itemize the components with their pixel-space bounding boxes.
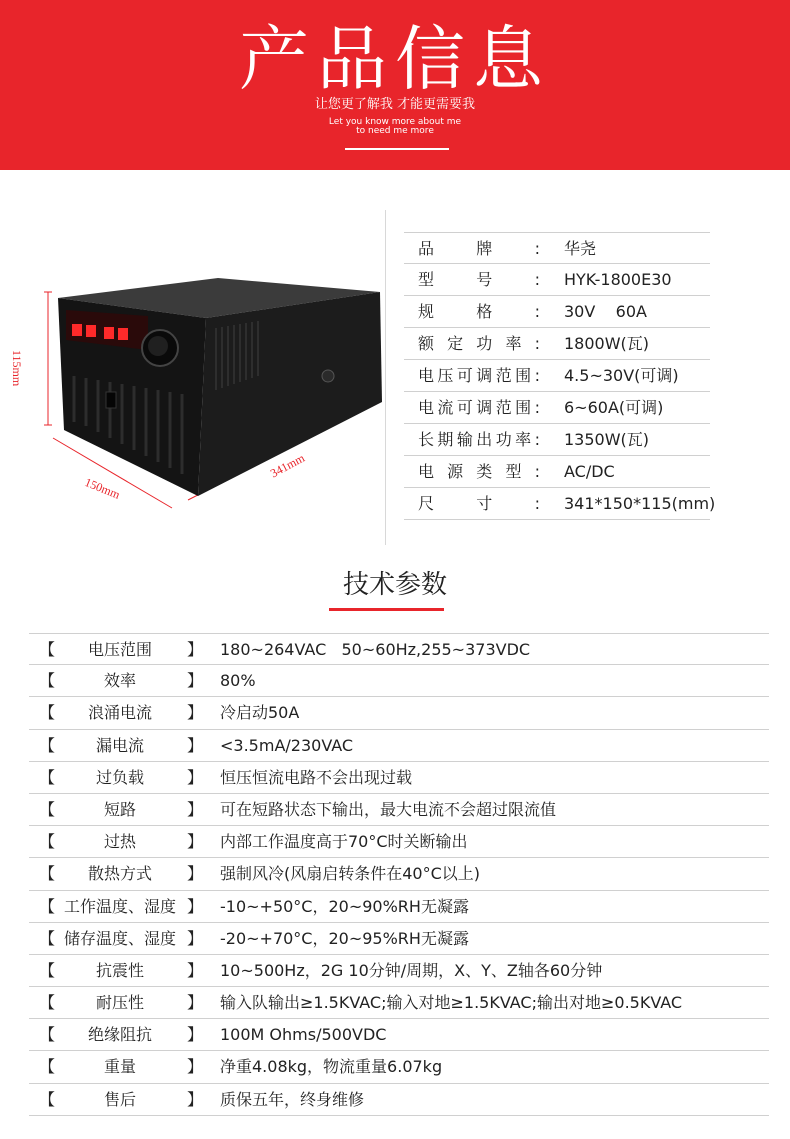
spec-label: 工作温度、湿度 [63, 896, 176, 916]
spec-value: -20~+70°C，20~95%RH无凝露 [220, 928, 469, 948]
bracket-left: 【 [39, 671, 56, 691]
bracket-right: 】 [187, 735, 204, 755]
info-row [404, 392, 710, 424]
spec-value: 强制风冷(风扇启转条件在40°C以上) [220, 864, 481, 884]
banner-title: 产品信息 [239, 18, 551, 100]
bracket-right: 】 [187, 864, 204, 884]
bracket-left: 【 [39, 1057, 56, 1077]
info-value: 6~60A(可调) [564, 398, 664, 417]
bracket-left: 【 [39, 1089, 56, 1109]
bracket-right: 】 [187, 767, 204, 787]
spec-label: 散热方式 [87, 864, 152, 884]
info-label: 电压可调范围: [418, 366, 540, 385]
bracket-right: 】 [187, 832, 204, 852]
section-title-underline [329, 608, 444, 611]
info-row [404, 232, 710, 264]
spec-row [29, 762, 769, 794]
spec-value: 可在短路状态下输出，最大电流不会超过限流值 [220, 799, 557, 819]
bracket-right: 】 [187, 799, 204, 819]
spec-row [29, 1019, 769, 1051]
info-value: 4.5~30V(可调) [564, 366, 679, 385]
info-value: 1350W(瓦) [564, 430, 650, 449]
spec-value: 输入队输出≥1.5KVAC;输入对地≥1.5KVAC;输出对地≥0.5KVAC [220, 993, 683, 1013]
spec-label: 过热 [103, 832, 136, 852]
spec-row [29, 697, 769, 729]
spec-value: 恒压恒流电路不会出现过载 [220, 767, 413, 787]
spec-row [29, 923, 769, 955]
bracket-left: 【 [39, 896, 56, 916]
bracket-left: 【 [39, 832, 56, 852]
info-row [404, 296, 710, 328]
bracket-left: 【 [39, 928, 56, 948]
info-row [404, 488, 716, 520]
spec-row [29, 1084, 769, 1116]
info-row [404, 424, 710, 456]
banner-subtitle-cn: 让您更了解我 才能更需要我 [314, 97, 476, 112]
spec-label: 效率 [103, 671, 136, 691]
product-info-table [404, 232, 716, 520]
spec-value: 100M Ohms/500VDC [220, 1025, 387, 1045]
spec-row [29, 826, 769, 858]
spec-row [29, 633, 769, 665]
info-label: 额定功率: [418, 334, 540, 353]
info-label: 电流可调范围: [418, 398, 540, 417]
spec-label: 浪涌电流 [87, 703, 152, 723]
dimension-length-label: 341mm [268, 450, 307, 481]
spec-table [29, 633, 769, 1116]
product-image [20, 200, 400, 520]
dimension-width-label: 150mm [82, 475, 123, 502]
header-banner [0, 0, 790, 170]
bracket-left: 【 [39, 960, 56, 980]
bracket-right: 】 [187, 1057, 204, 1077]
info-value: 341*150*115(mm) [564, 494, 716, 513]
bracket-left: 【 [39, 640, 56, 659]
info-label: 尺寸: [418, 494, 540, 513]
spec-value: <3.5mA/230VAC [220, 735, 354, 755]
bracket-right: 】 [187, 993, 204, 1013]
info-row [404, 360, 710, 392]
spec-label: 耐压性 [95, 993, 144, 1013]
banner-divider [345, 148, 449, 150]
info-value: 华尧 [564, 239, 597, 258]
spec-label: 绝缘阻抗 [87, 1025, 152, 1045]
dimension-height-label: 115mm [10, 350, 24, 387]
spec-row [29, 858, 769, 890]
spec-row [29, 1051, 769, 1083]
spec-value: 净重4.08kg，物流重量6.07kg [220, 1057, 443, 1077]
vertical-divider [385, 210, 386, 545]
bracket-left: 【 [39, 864, 56, 884]
spec-label: 售后 [103, 1089, 136, 1109]
section-title: 技术参数 [342, 570, 447, 600]
info-row [404, 328, 710, 360]
bracket-right: 】 [187, 928, 204, 948]
spec-row [29, 891, 769, 923]
spec-label: 短路 [103, 799, 136, 819]
spec-label: 储存温度、湿度 [63, 928, 176, 948]
bracket-right: 】 [187, 703, 204, 723]
bracket-left: 【 [39, 703, 56, 723]
banner-subtitle-en-line1: Let you know more about me [328, 117, 462, 127]
bracket-left: 【 [39, 1025, 56, 1045]
spec-label: 抗震性 [95, 960, 144, 980]
info-label: 品牌: [418, 239, 540, 258]
info-label: 电源类型: [418, 462, 540, 481]
spec-row [29, 987, 769, 1019]
spec-row [29, 794, 769, 826]
info-label: 长期输出功率: [418, 430, 540, 449]
banner-subtitle-en [0, 118, 790, 136]
banner-subtitle-en-line2: to need me more [356, 126, 434, 136]
spec-value: 10~500Hz，2G 10分钟/周期，X、Y、Z轴各60分钟 [220, 960, 603, 980]
bracket-left: 【 [39, 735, 56, 755]
info-value: 30V 60A [564, 302, 647, 321]
bracket-right: 】 [187, 896, 204, 916]
spec-value: 内部工作温度高于70°C时关断输出 [220, 832, 468, 852]
info-row [404, 264, 710, 296]
spec-row [29, 665, 769, 697]
bracket-right: 】 [187, 1025, 204, 1045]
spec-value: 质保五年，终身维修 [220, 1089, 365, 1109]
info-label: 型号: [418, 270, 540, 289]
bracket-right: 】 [187, 960, 204, 980]
spec-value: 冷启动50A [220, 703, 300, 723]
spec-label: 电压范围 [87, 640, 152, 659]
info-label: 规格: [418, 302, 540, 321]
spec-label: 过负载 [95, 767, 144, 787]
spec-value: -10~+50°C，20~90%RH无凝露 [220, 896, 469, 916]
bracket-left: 【 [39, 767, 56, 787]
info-value: AC/DC [564, 462, 615, 481]
bracket-right: 】 [187, 671, 204, 691]
spec-value: 80% [220, 671, 256, 691]
bracket-left: 【 [39, 799, 56, 819]
info-value: HYK-1800E30 [564, 270, 672, 289]
info-value: 1800W(瓦) [564, 334, 650, 353]
bracket-left: 【 [39, 993, 56, 1013]
spec-row [29, 730, 769, 762]
spec-row [29, 955, 769, 987]
bracket-right: 】 [187, 640, 204, 659]
info-row [404, 456, 710, 488]
spec-value: 180~264VAC 50~60Hz,255~373VDC [220, 640, 531, 659]
spec-label: 漏电流 [95, 735, 144, 755]
bracket-right: 】 [187, 1089, 204, 1109]
spec-label: 重量 [103, 1057, 136, 1077]
